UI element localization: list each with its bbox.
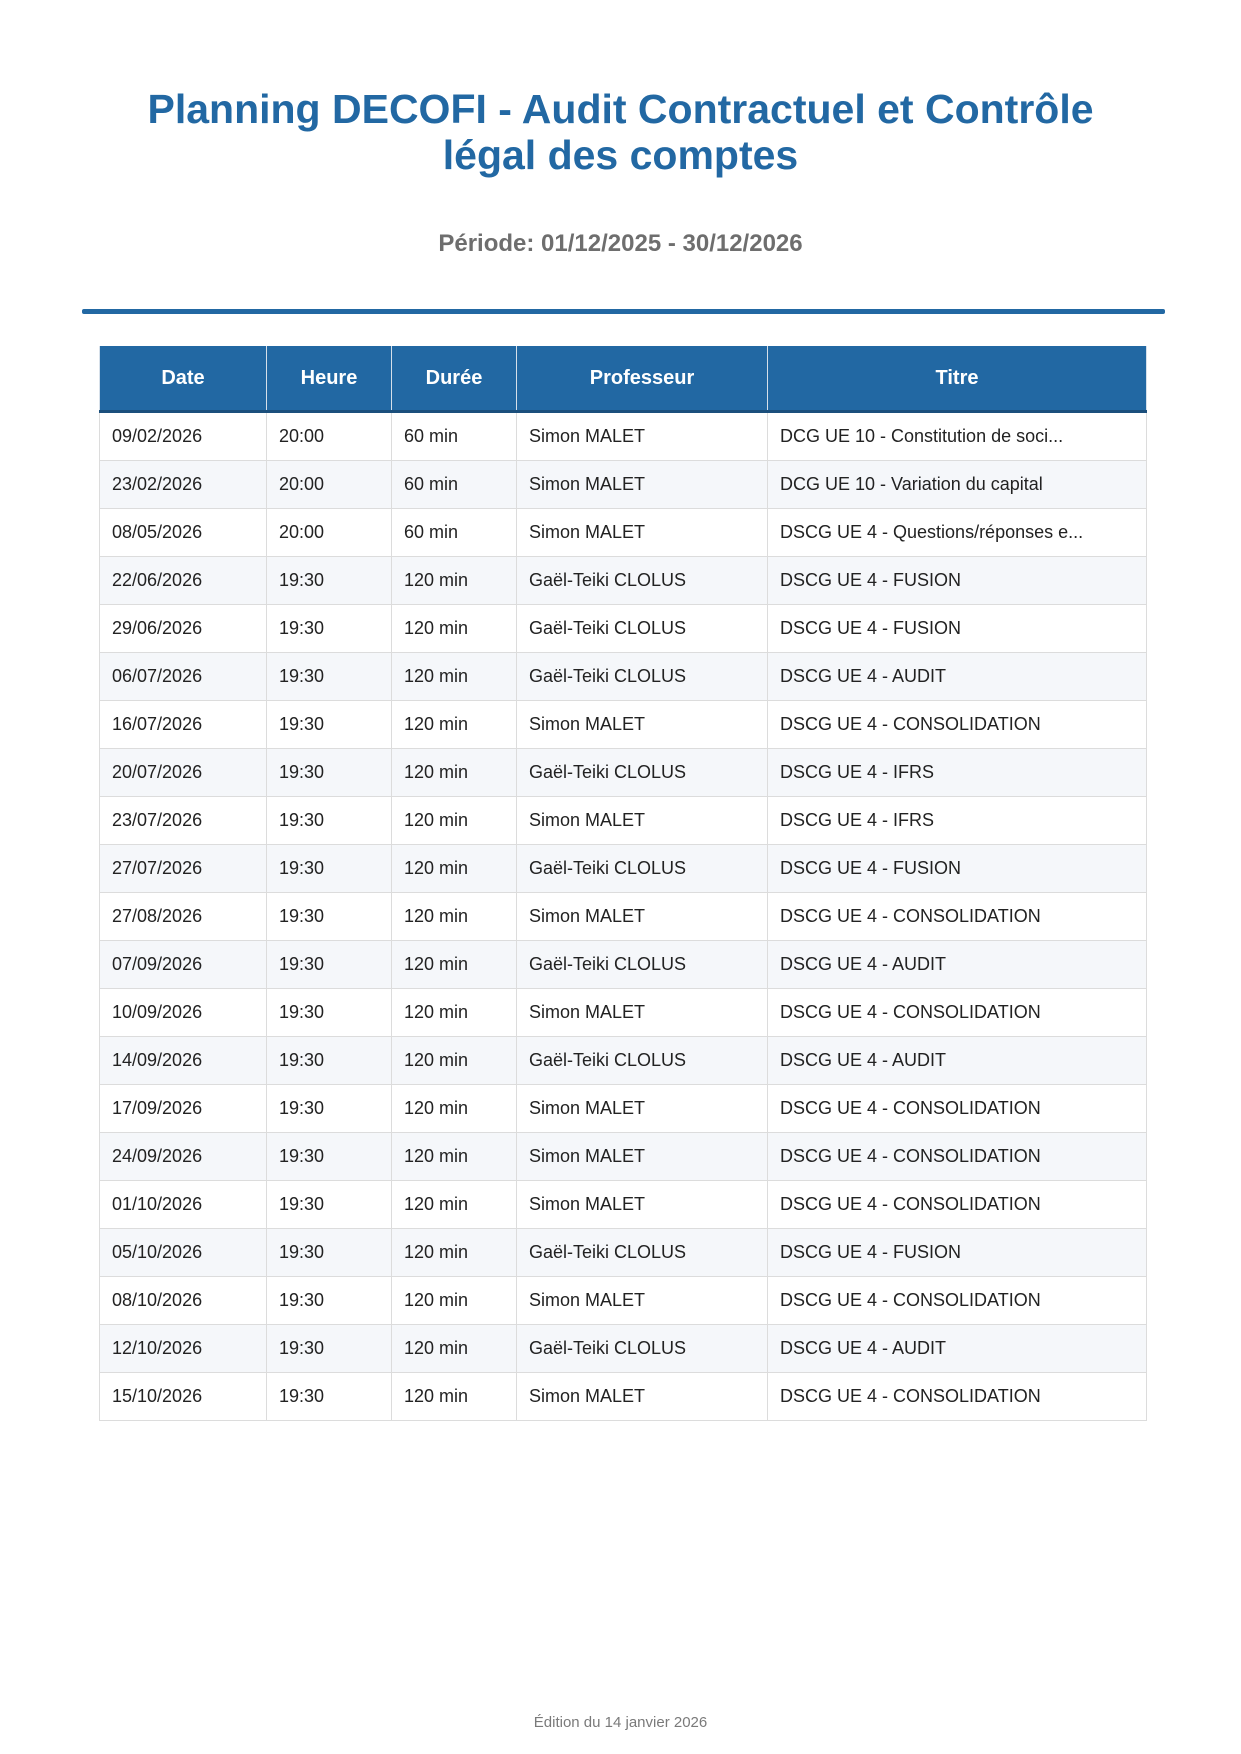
cell-heure: 19:30 (267, 653, 392, 701)
cell-date: 17/09/2026 (100, 1085, 267, 1133)
cell-professeur: Gaël-Teiki CLOLUS (517, 1037, 768, 1085)
table-row (100, 461, 1147, 509)
cell-professeur: Simon MALET (517, 509, 768, 557)
cell-titre: DSCG UE 4 - CONSOLIDATION (768, 1085, 1147, 1133)
cell-titre: DSCG UE 4 - AUDIT (768, 941, 1147, 989)
cell-professeur: Gaël-Teiki CLOLUS (517, 557, 768, 605)
column-header-date: Date (100, 346, 267, 412)
table-row (100, 1037, 1147, 1085)
cell-duree: 120 min (392, 893, 517, 941)
table-row (100, 989, 1147, 1037)
cell-heure: 19:30 (267, 1181, 392, 1229)
cell-duree: 60 min (392, 509, 517, 557)
cell-titre: DSCG UE 4 - CONSOLIDATION (768, 1181, 1147, 1229)
cell-duree: 120 min (392, 1277, 517, 1325)
cell-heure: 20:00 (267, 412, 392, 461)
cell-professeur: Gaël-Teiki CLOLUS (517, 605, 768, 653)
table-row (100, 557, 1147, 605)
table-row (100, 797, 1147, 845)
table-row (100, 893, 1147, 941)
cell-date: 23/07/2026 (100, 797, 267, 845)
cell-date: 09/02/2026 (100, 412, 267, 461)
cell-professeur: Gaël-Teiki CLOLUS (517, 653, 768, 701)
cell-heure: 19:30 (267, 941, 392, 989)
cell-titre: DSCG UE 4 - IFRS (768, 749, 1147, 797)
cell-professeur: Gaël-Teiki CLOLUS (517, 1229, 768, 1277)
cell-date: 22/06/2026 (100, 557, 267, 605)
column-header-professeur: Professeur (517, 346, 768, 412)
cell-titre: DSCG UE 4 - CONSOLIDATION (768, 1133, 1147, 1181)
table-row (100, 1085, 1147, 1133)
cell-titre: DSCG UE 4 - FUSION (768, 605, 1147, 653)
cell-date: 12/10/2026 (100, 1325, 267, 1373)
cell-date: 14/09/2026 (100, 1037, 267, 1085)
cell-date: 24/09/2026 (100, 1133, 267, 1181)
table-row (100, 412, 1147, 461)
cell-professeur: Simon MALET (517, 1277, 768, 1325)
cell-heure: 19:30 (267, 605, 392, 653)
cell-duree: 120 min (392, 797, 517, 845)
cell-heure: 19:30 (267, 1085, 392, 1133)
cell-duree: 120 min (392, 557, 517, 605)
cell-heure: 19:30 (267, 1277, 392, 1325)
cell-duree: 60 min (392, 412, 517, 461)
cell-professeur: Simon MALET (517, 1373, 768, 1421)
cell-heure: 19:30 (267, 701, 392, 749)
cell-heure: 19:30 (267, 749, 392, 797)
page-title: Planning DECOFI - Audit Contractuel et Contrôle légal des comptes (147, 86, 1094, 178)
table-header-row (100, 346, 1147, 412)
cell-duree: 120 min (392, 605, 517, 653)
cell-duree: 120 min (392, 1325, 517, 1373)
cell-titre: DSCG UE 4 - CONSOLIDATION (768, 1373, 1147, 1421)
cell-titre: DSCG UE 4 - IFRS (768, 797, 1147, 845)
cell-professeur: Simon MALET (517, 701, 768, 749)
cell-heure: 19:30 (267, 557, 392, 605)
cell-duree: 120 min (392, 653, 517, 701)
cell-heure: 19:30 (267, 1229, 392, 1277)
column-header-titre: Titre (768, 346, 1147, 412)
cell-heure: 19:30 (267, 797, 392, 845)
cell-date: 23/02/2026 (100, 461, 267, 509)
cell-professeur: Simon MALET (517, 893, 768, 941)
column-header-heure: Heure (267, 346, 392, 412)
cell-date: 20/07/2026 (100, 749, 267, 797)
cell-titre: DSCG UE 4 - FUSION (768, 845, 1147, 893)
cell-date: 27/07/2026 (100, 845, 267, 893)
cell-professeur: Gaël-Teiki CLOLUS (517, 845, 768, 893)
cell-heure: 19:30 (267, 845, 392, 893)
cell-date: 16/07/2026 (100, 701, 267, 749)
cell-duree: 120 min (392, 749, 517, 797)
table-row (100, 605, 1147, 653)
cell-heure: 19:30 (267, 893, 392, 941)
cell-date: 27/08/2026 (100, 893, 267, 941)
cell-professeur: Gaël-Teiki CLOLUS (517, 749, 768, 797)
cell-date: 10/09/2026 (100, 989, 267, 1037)
cell-heure: 19:30 (267, 1037, 392, 1085)
cell-professeur: Simon MALET (517, 1085, 768, 1133)
table-row (100, 1229, 1147, 1277)
table-body (100, 412, 1147, 1421)
cell-date: 01/10/2026 (100, 1181, 267, 1229)
cell-titre: DSCG UE 4 - AUDIT (768, 653, 1147, 701)
cell-professeur: Gaël-Teiki CLOLUS (517, 941, 768, 989)
edition-footer: Édition du 14 janvier 2026 (533, 1714, 708, 1731)
table-row (100, 509, 1147, 557)
table-row (100, 1133, 1147, 1181)
cell-date: 05/10/2026 (100, 1229, 267, 1277)
cell-duree: 120 min (392, 941, 517, 989)
cell-duree: 120 min (392, 1181, 517, 1229)
cell-date: 06/07/2026 (100, 653, 267, 701)
cell-titre: DSCG UE 4 - CONSOLIDATION (768, 989, 1147, 1037)
table-row (100, 749, 1147, 797)
cell-heure: 20:00 (267, 461, 392, 509)
table-row (100, 941, 1147, 989)
table-row (100, 701, 1147, 749)
cell-professeur: Simon MALET (517, 412, 768, 461)
cell-duree: 60 min (392, 461, 517, 509)
cell-titre: DCG UE 10 - Variation du capital (768, 461, 1147, 509)
cell-date: 08/10/2026 (100, 1277, 267, 1325)
cell-duree: 120 min (392, 845, 517, 893)
table-row (100, 653, 1147, 701)
cell-duree: 120 min (392, 701, 517, 749)
cell-titre: DSCG UE 4 - FUSION (768, 557, 1147, 605)
cell-duree: 120 min (392, 1085, 517, 1133)
cell-professeur: Simon MALET (517, 797, 768, 845)
cell-titre: DSCG UE 4 - CONSOLIDATION (768, 893, 1147, 941)
period-subtitle: Période: 01/12/2025 - 30/12/2026 (438, 230, 803, 257)
cell-heure: 19:30 (267, 989, 392, 1037)
cell-date: 08/05/2026 (100, 509, 267, 557)
title-divider (82, 309, 1165, 314)
cell-titre: DSCG UE 4 - AUDIT (768, 1325, 1147, 1373)
cell-titre: DSCG UE 4 - FUSION (768, 1229, 1147, 1277)
cell-heure: 19:30 (267, 1133, 392, 1181)
cell-duree: 120 min (392, 1133, 517, 1181)
planning-table (99, 346, 1147, 1421)
cell-duree: 120 min (392, 1373, 517, 1421)
cell-date: 29/06/2026 (100, 605, 267, 653)
cell-professeur: Simon MALET (517, 1181, 768, 1229)
column-header-duree: Durée (392, 346, 517, 412)
cell-titre: DSCG UE 4 - CONSOLIDATION (768, 701, 1147, 749)
cell-titre: DCG UE 10 - Constitution de soci... (768, 412, 1147, 461)
cell-titre: DSCG UE 4 - AUDIT (768, 1037, 1147, 1085)
table-row (100, 845, 1147, 893)
cell-duree: 120 min (392, 989, 517, 1037)
cell-date: 15/10/2026 (100, 1373, 267, 1421)
cell-professeur: Simon MALET (517, 461, 768, 509)
cell-heure: 20:00 (267, 509, 392, 557)
cell-date: 07/09/2026 (100, 941, 267, 989)
table-row (100, 1181, 1147, 1229)
cell-professeur: Simon MALET (517, 1133, 768, 1181)
cell-duree: 120 min (392, 1037, 517, 1085)
table-row (100, 1325, 1147, 1373)
cell-titre: DSCG UE 4 - Questions/réponses e... (768, 509, 1147, 557)
table-row (100, 1373, 1147, 1421)
cell-heure: 19:30 (267, 1373, 392, 1421)
cell-titre: DSCG UE 4 - CONSOLIDATION (768, 1277, 1147, 1325)
cell-professeur: Gaël-Teiki CLOLUS (517, 1325, 768, 1373)
cell-duree: 120 min (392, 1229, 517, 1277)
cell-heure: 19:30 (267, 1325, 392, 1373)
cell-professeur: Simon MALET (517, 989, 768, 1037)
table-row (100, 1277, 1147, 1325)
